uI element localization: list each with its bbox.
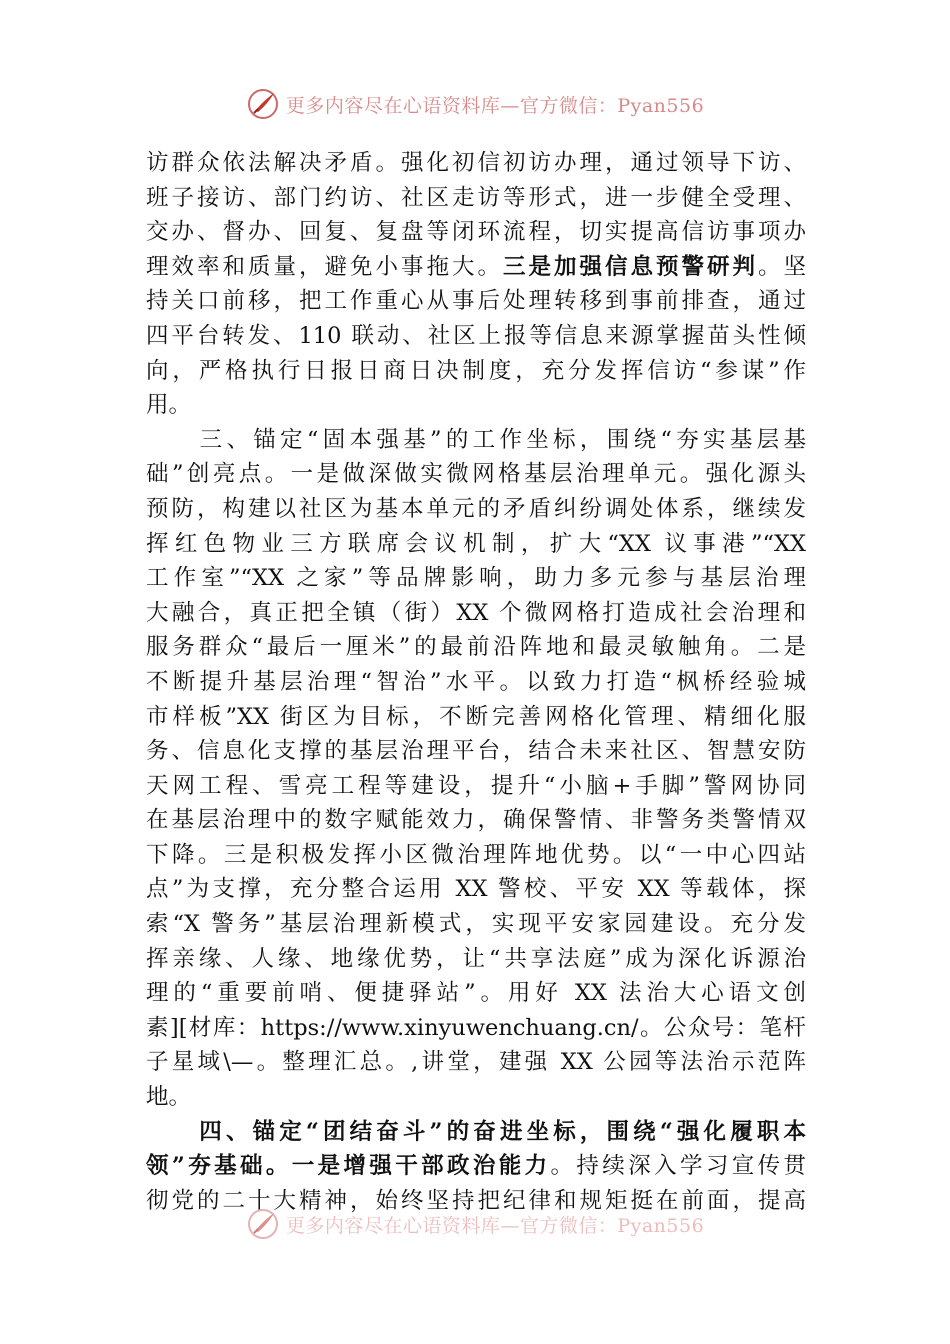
text-line (146, 665, 806, 700)
text-segment: 用。 (146, 392, 192, 419)
text-line (146, 734, 806, 769)
text-segment: 索“X 警务”基层治理新模式，实现平安家园建设。充分发 (146, 911, 806, 938)
text-line (146, 1045, 806, 1080)
text-segment: 素][材库：https://www.xinyuwenchuang.cn/。公众号：笔杆 (146, 1014, 806, 1041)
text-line (146, 1080, 806, 1115)
text-line (146, 492, 806, 527)
text-segment: 彻党的二十大精神，始终坚持把纪律和规矩挺在前面，提高 (146, 1187, 806, 1214)
text-segment: 天网工程、雪亮工程等建设，提升“小脑+手脚”警网协同 (146, 772, 806, 799)
text-segment: 子星域\—。整理汇总。,讲堂，建强 XX 公园等法治示范阵 (146, 1049, 806, 1076)
text-segment: 四平台转发、110 联动、社区上报等信息来源掌握苗头性倾 (146, 322, 806, 349)
quill-seal-icon (246, 1207, 280, 1241)
text-segment: 访群众依法解决矛盾。强化初信初访办理，通过领导下访、 (146, 150, 806, 176)
text-line (146, 596, 806, 631)
footer-banner (0, 1204, 950, 1244)
bold-text-segment: 四、锚定“团结奋斗”的奋进坐标，围绕“强化履职本 (146, 1118, 806, 1145)
text-line (146, 803, 806, 838)
text-line (146, 1115, 806, 1150)
text-line (146, 561, 806, 596)
text-line (146, 250, 806, 285)
text-segment: 。坚 (757, 253, 806, 280)
text-line (146, 146, 806, 181)
text-line (146, 284, 806, 319)
text-segment: 班子接访、部门约访、社区走访等形式，进一步健全受理、 (146, 184, 806, 211)
header-banner (0, 84, 950, 124)
text-segment: 理效率和质量，避免小事拖大。 (146, 253, 503, 280)
text-segment: 在基层治理中的数字赋能效力，确保警情、非警务类警情双 (146, 807, 806, 834)
text-line (146, 354, 806, 389)
text-segment: 挥红色物业三方联席会议机制，扩大“XX 议事港”“XX (146, 530, 806, 557)
text-line (146, 907, 806, 942)
text-segment: 。持续深入学习宣传贯 (550, 1153, 806, 1180)
text-segment: 务、信息化支撑的基层治理平台，结合未来社区、智慧安防 (146, 738, 806, 765)
text-segment: 预防，构建以社区为基本单元的矛盾纠纷调处体系，继续发 (146, 495, 806, 522)
text-line (146, 976, 806, 1011)
text-segment: 挥亲缘、人缘、地缘优势，让“共享法庭”成为深化诉源治 (146, 945, 806, 972)
text-segment: 服务群众“最后一厘米”的最前沿阵地和最灵敏触角。二是 (146, 634, 806, 661)
bold-text-segment: 三是加强信息预警研判 (502, 253, 758, 280)
text-line (146, 1149, 806, 1184)
text-line (146, 630, 806, 665)
text-segment: 地。 (146, 1084, 192, 1111)
text-line (146, 527, 806, 562)
text-segment: 理的“重要前哨、便捷驿站”。用好 XX 法治大心语文创 (146, 980, 806, 1007)
text-line (146, 215, 806, 250)
text-line (146, 423, 806, 458)
text-segment: 大融合，真正把全镇（街）XX 个微网格打造成社会治理和 (146, 599, 806, 626)
quill-seal-icon (246, 87, 280, 121)
text-segment: 市样板”XX 街区为目标，不断完善网格化管理、精细化服 (146, 703, 806, 730)
text-line (146, 1011, 806, 1046)
text-line (146, 872, 806, 907)
text-line (146, 700, 806, 735)
header-banner-text: 更多内容尽在心语资料库—官方微信：Pyan556 (285, 94, 705, 117)
text-segment: 持关口前移，把工作重心从事后处理转移到事前排查，通过 (146, 288, 806, 315)
text-segment: 不断提升基层治理“智治”水平。以致力打造“枫桥经验城 (146, 668, 806, 695)
text-segment: 交办、督办、回复、复盘等闭环流程，切实提高信访事项办 (146, 219, 806, 246)
text-segment: 向，严格执行日报日商日决制度，充分发挥信访“参谋”作 (146, 357, 806, 384)
text-line (146, 838, 806, 873)
text-segment: 下降。三是积极发挥小区微治理阵地优势。以“一中心四站 (146, 841, 806, 868)
text-segment: 础”创亮点。一是做深做实微网格基层治理单元。强化源头 (146, 461, 806, 488)
text-line (146, 457, 806, 492)
text-segment: 点”为支撑，充分整合运用 XX 警校、平安 XX 等载体，探 (146, 876, 806, 903)
text-line (146, 388, 806, 423)
footer-banner-text: 更多内容尽在心语资料库—官方微信：Pyan556 (285, 1214, 705, 1237)
text-segment: 三、锚定“固本强基”的工作坐标，围绕“夯实基层基 (146, 426, 806, 453)
body-text (146, 146, 806, 1218)
text-line (146, 181, 806, 216)
bold-text-segment: 领”夯基础。一是增强干部政治能力 (146, 1153, 551, 1180)
text-line (146, 319, 806, 354)
text-segment: 工作室”“XX 之家”等品牌影响，助力多元参与基层治理 (146, 565, 806, 592)
text-line (146, 769, 806, 804)
text-line (146, 942, 806, 977)
